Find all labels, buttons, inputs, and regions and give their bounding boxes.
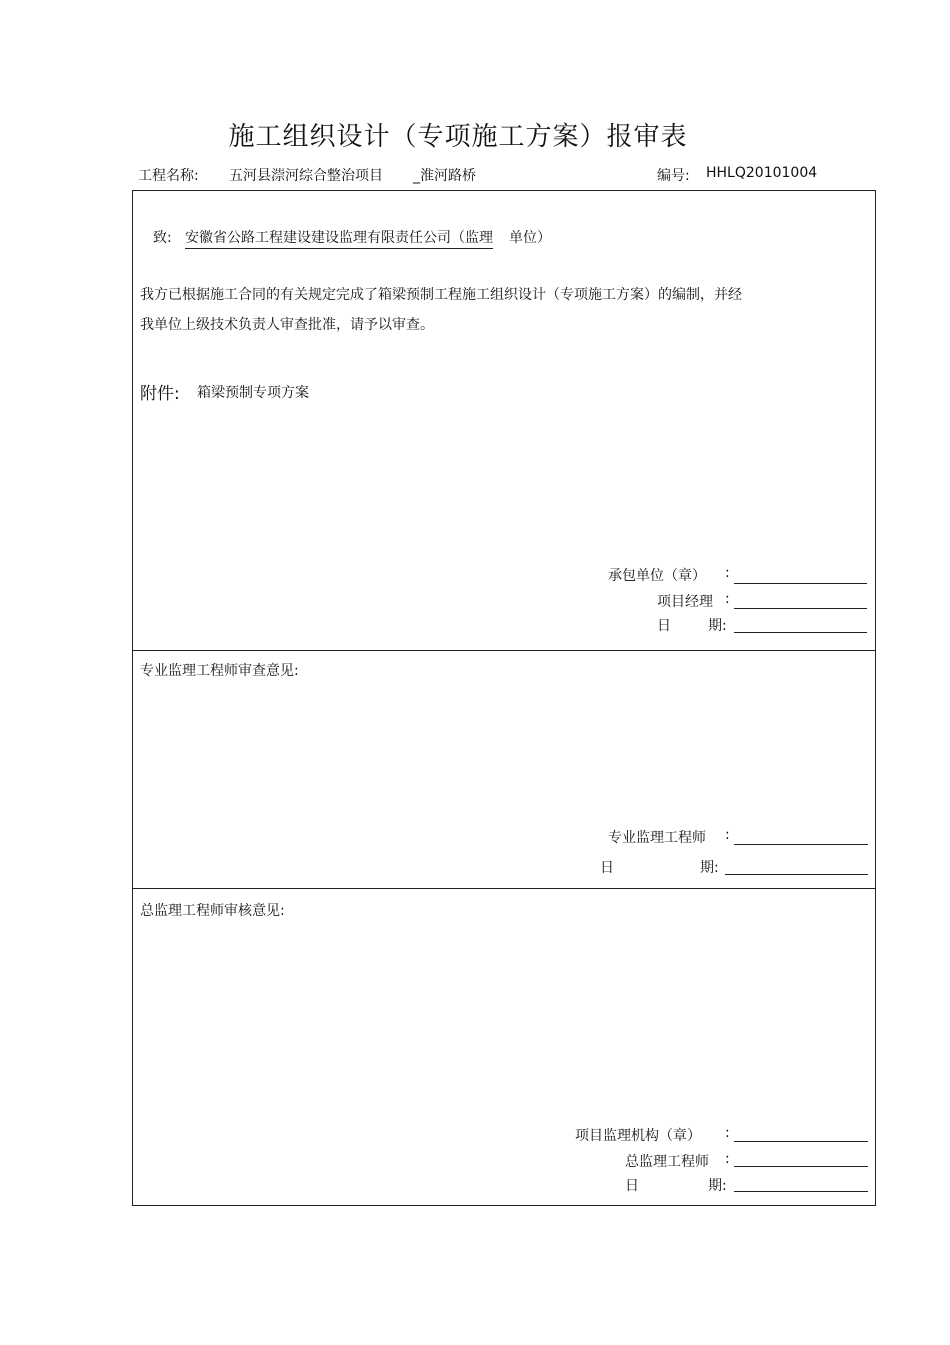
section-divider <box>133 888 875 889</box>
body-line-2: 我单位上级技术负责人审查批准，请予以审查。 <box>140 317 434 333</box>
supervision-seal-line[interactable] <box>734 1141 868 1142</box>
contractor-seal-line[interactable] <box>734 583 867 584</box>
project-sub: _淮河路桥 <box>413 168 476 184</box>
number-value: HHLQ20101004 <box>706 165 818 181</box>
section-divider <box>133 650 875 651</box>
date-line[interactable] <box>734 1191 868 1192</box>
colon: : <box>725 1151 730 1167</box>
specialist-heading: 专业监理工程师审查意见: <box>140 663 299 679</box>
date-label-a: 日 <box>625 1178 639 1194</box>
specialist-engineer-label: 专业监理工程师 <box>608 830 706 846</box>
number-label: 编号: <box>657 168 690 184</box>
specialist-engineer-line[interactable] <box>734 844 868 845</box>
date-line[interactable] <box>725 874 868 875</box>
colon: : <box>725 827 730 843</box>
date-label-b: 期: <box>708 618 727 634</box>
approval-form <box>132 190 876 1206</box>
date-label-b: 期: <box>708 1178 727 1194</box>
to-unit: 安徽省公路工程建设建设监理有限责任公司（监理 <box>185 227 493 249</box>
chief-engineer-label: 总监理工程师 <box>625 1154 709 1170</box>
colon: : <box>725 591 730 607</box>
project-manager-label: 项目经理 <box>657 594 713 610</box>
date-label-a: 日 <box>600 860 614 876</box>
page-title: 施工组织设计（专项施工方案）报审表 <box>228 122 688 152</box>
to-prefix: 致: <box>153 230 172 246</box>
colon: : <box>725 1125 730 1141</box>
supervision-seal-label: 项目监理机构（章） <box>575 1128 701 1144</box>
to-suffix: 单位） <box>509 230 551 246</box>
chief-engineer-line[interactable] <box>734 1166 868 1167</box>
project-name: 五河县漴河综合整治项目 <box>229 168 383 184</box>
date-label-b: 期: <box>700 860 719 876</box>
project-manager-line[interactable] <box>734 608 867 609</box>
chief-heading: 总监理工程师审核意见: <box>140 903 285 919</box>
attachment-label: 附件: <box>140 384 180 404</box>
colon: : <box>725 565 730 581</box>
date-line[interactable] <box>734 632 867 633</box>
date-label-a: 日 <box>657 618 671 634</box>
project-label: 工程名称: <box>138 168 199 184</box>
contractor-seal-label: 承包单位（章） <box>608 568 706 584</box>
attachment-value: 箱梁预制专项方案 <box>197 385 309 401</box>
body-line-1: 我方已根据施工合同的有关规定完成了箱梁预制工程施工组织设计（专项施工方案）的编制，并经 <box>140 287 742 303</box>
